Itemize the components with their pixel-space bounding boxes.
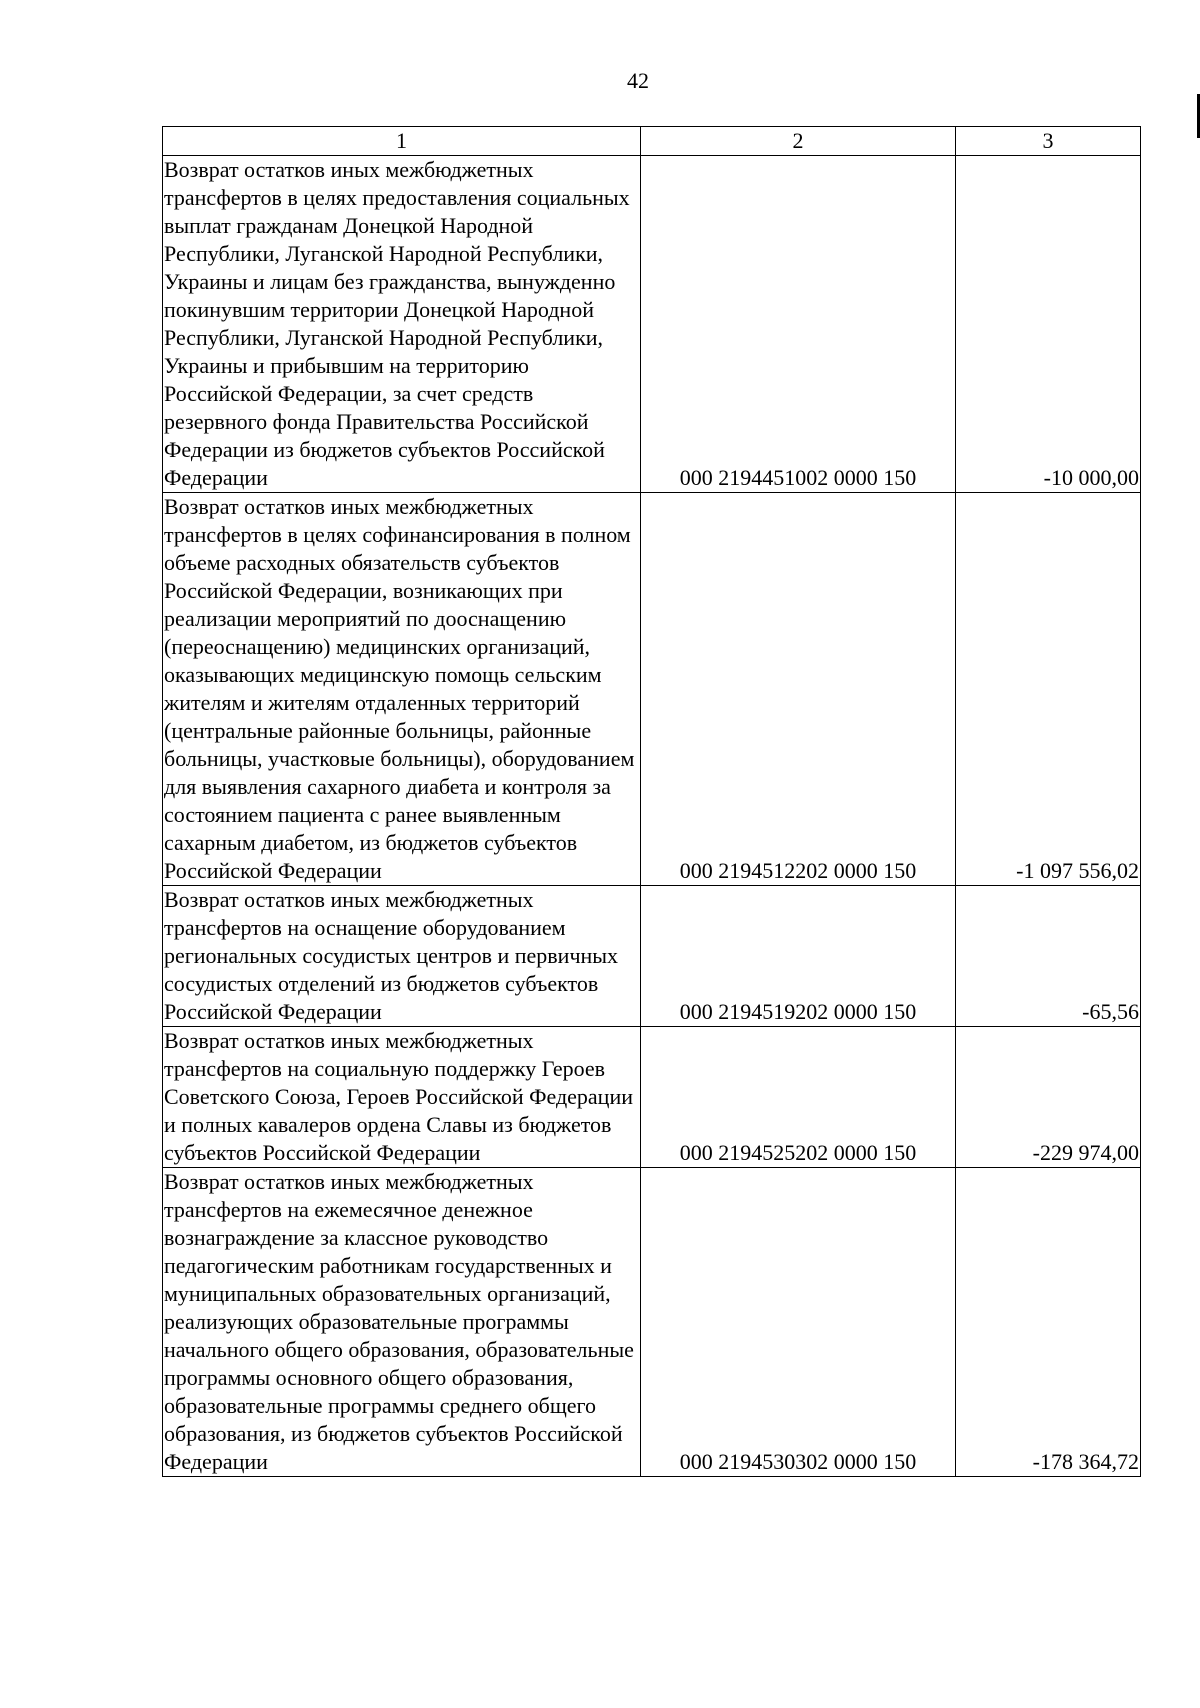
- page-number: 42: [627, 68, 649, 93]
- table-row: [163, 493, 1141, 886]
- row-code: 000 2194530302 0000 150: [641, 1168, 956, 1477]
- table-row: [163, 1168, 1141, 1477]
- row-code: 000 2194525202 0000 150: [641, 1027, 956, 1168]
- table-row: [163, 886, 1141, 1027]
- row-description: Возврат остатков иных межбюджетных трансфертов в целях предоставления социальных выплат гражданам Донецкой Народной Республики, Луганской Народной Республики, Украины и лицам без гражданства, вынужденно покинувшим территории Донецкой Народной Республики, Луганской Народной Республики, Украины и прибывшим на территорию Российской Федерации, за счет средств резервного фонда Правительства Российской Федерации из бюджетов субъектов Российской Федерации: [163, 156, 641, 493]
- table-row: [163, 1027, 1141, 1168]
- row-code: 000 2194512202 0000 150: [641, 493, 956, 886]
- header-col-3: 3: [956, 127, 1141, 156]
- budget-table: [162, 126, 1141, 1477]
- row-amount: -178 364,72: [956, 1168, 1141, 1477]
- table-header: [163, 127, 1141, 156]
- table-row: [163, 156, 1141, 493]
- row-code: 000 2194519202 0000 150: [641, 886, 956, 1027]
- header-col-2: 2: [641, 127, 956, 156]
- row-amount: -65,56: [956, 886, 1141, 1027]
- row-amount: -10 000,00: [956, 156, 1141, 493]
- table-body: [163, 156, 1141, 1477]
- header-row: [163, 127, 1141, 156]
- header-col-1: 1: [163, 127, 641, 156]
- row-code: 000 2194451002 0000 150: [641, 156, 956, 493]
- row-amount: -229 974,00: [956, 1027, 1141, 1168]
- row-description: Возврат остатков иных межбюджетных трансфертов в целях софинансирования в полном объеме расходных обязательств субъектов Российской Федерации, возникающих при реализации мероприятий по дооснащению (переоснащению) медицинских организаций, оказывающих медицинскую помощь сельским жителям и жителям отдаленных территорий (центральные районные больницы, районные больницы, участковые больницы), оборудованием для выявления сахарного диабета и контроля за состоянием пациента с ранее выявленным сахарным диабетом, из бюджетов субъектов Российской Федерации: [163, 493, 641, 886]
- row-description: Возврат остатков иных межбюджетных трансфертов на ежемесячное денежное вознаграждение за классное руководство педагогическим работникам государственных и муниципальных образовательных организаций, реализующих образовательные программы начального общего образования, образовательные программы основного общего образования, образовательные программы среднего общего образования, из бюджетов субъектов Российской Федерации: [163, 1168, 641, 1477]
- row-amount: -1 097 556,02: [956, 493, 1141, 886]
- row-description: Возврат остатков иных межбюджетных трансфертов на оснащение оборудованием региональных сосудистых центров и первичных сосудистых отделений из бюджетов субъектов Российской Федерации: [163, 886, 641, 1027]
- row-description: Возврат остатков иных межбюджетных трансфертов на социальную поддержку Героев Советского Союза, Героев Российской Федерации и полных кавалеров ордена Славы из бюджетов субъектов Российской Федерации: [163, 1027, 641, 1168]
